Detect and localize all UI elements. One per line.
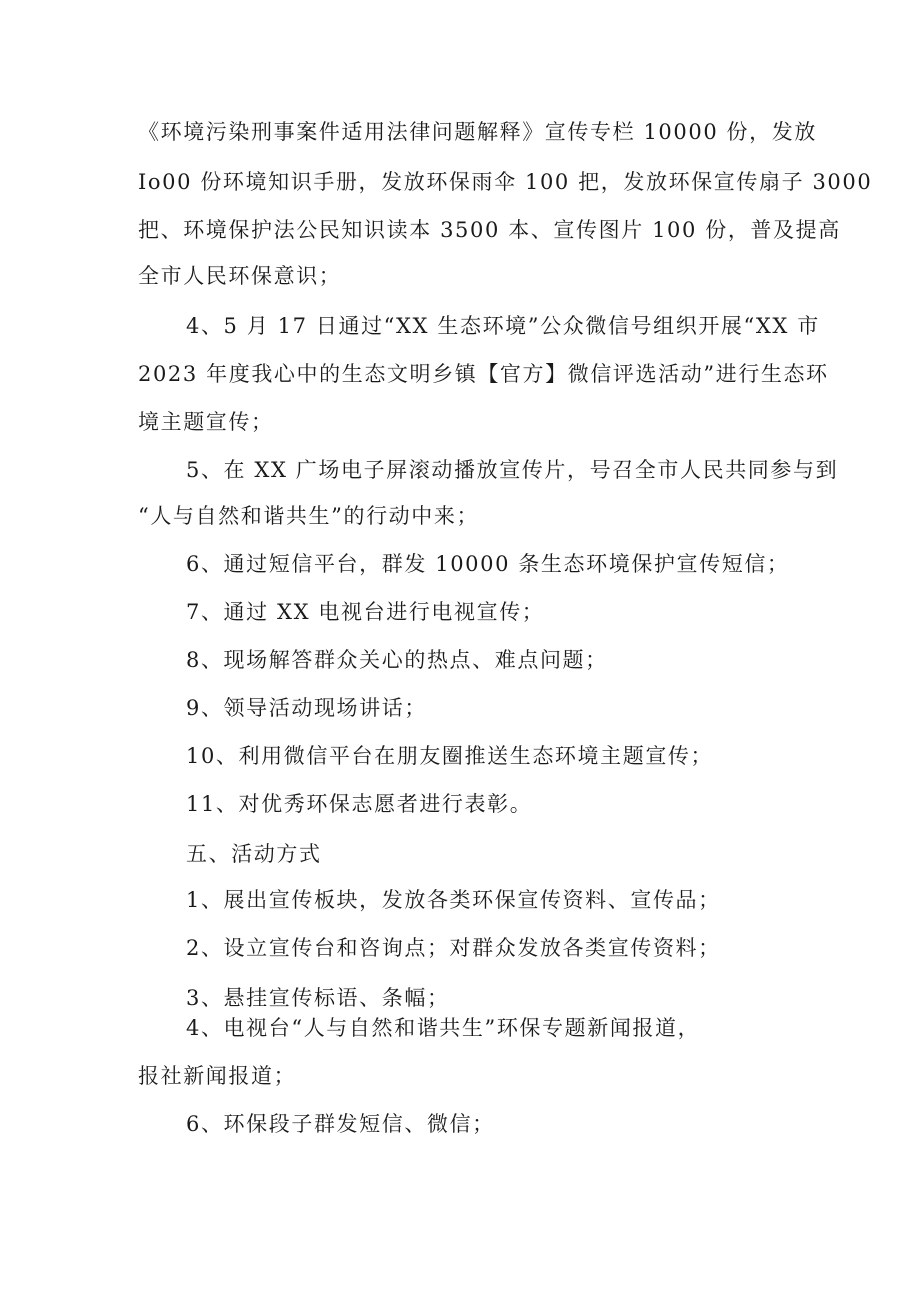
paragraph-line: 2023 年度我心中的生态文明乡镇【官方】微信评选活动”进行生态环 <box>138 362 829 386</box>
list-item: 4、电视台“人与自然和谐共生”环保专题新闻报道， <box>186 1016 701 1040</box>
paragraph-line: 《环境污染刑事案件适用法律问题解释》宣传专栏 10000 份，发放 <box>138 120 817 144</box>
list-item: 8、现场解答群众关心的热点、难点问题； <box>186 648 608 672</box>
paragraph-line: Io00 份环境知识手册，发放环保雨伞 100 把，发放环保宣传扇子 3000 <box>138 170 873 194</box>
list-item: 6、环保段子群发短信、微信； <box>186 1112 495 1136</box>
paragraph-line: 5、在 XX 广场电子屏滚动播放宣传片，号召全市人民共同参与到 <box>186 458 839 482</box>
paragraph-line: 把、环境保护法公民知识读本 3500 本、宣传图片 100 份，普及提高 <box>138 218 841 242</box>
list-item: 2、设立宣传台和咨询点；对群众发放各类宣传资料； <box>186 936 721 960</box>
section-heading: 五、活动方式 <box>186 842 322 866</box>
list-item: 11、对优秀环保志愿者进行表彰。 <box>186 792 533 816</box>
list-item: 3、悬挂宣传标语、条幅； <box>186 986 450 1010</box>
list-item: 7、通过 XX 电视台进行电视宣传； <box>186 600 545 624</box>
list-item: 6、通过短信平台，群发 10000 条生态环境保护宣传短信； <box>186 552 790 576</box>
paragraph-line: “人与自然和谐共生”的行动中来； <box>138 504 480 528</box>
paragraph-line: 境主题宣传； <box>138 410 274 434</box>
paragraph-line: 报社新闻报道； <box>138 1064 297 1088</box>
list-item: 10、利用微信平台在朋友圈推送生态环境主题宣传； <box>186 744 714 768</box>
list-item: 1、展出宣传板块，发放各类环保宣传资料、宣传品； <box>186 888 721 912</box>
paragraph-line: 4、5 月 17 日通过“XX 生态环境”公众微信号组织开展“XX 市 <box>186 314 820 338</box>
list-item: 9、领导活动现场讲话； <box>186 696 427 720</box>
paragraph-line: 全市人民环保意识； <box>138 264 342 288</box>
